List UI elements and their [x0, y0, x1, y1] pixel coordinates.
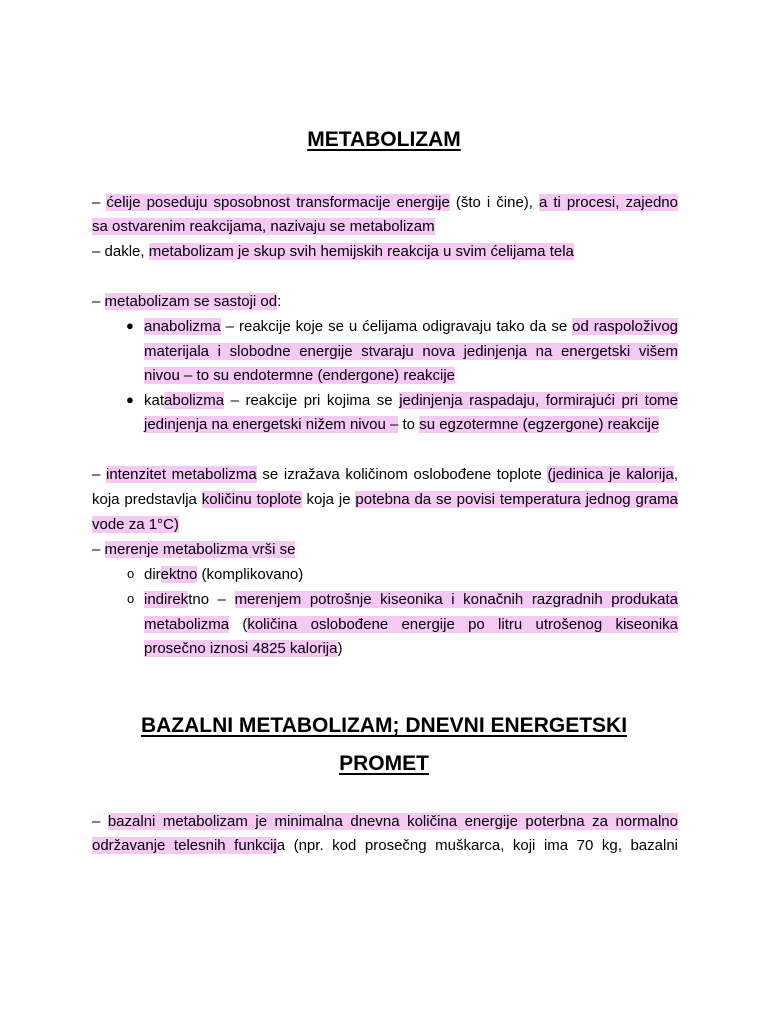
list-item-line [144, 589, 678, 611]
highlighted-text: potebna da se povisi temperatura jednog grama [355, 491, 678, 508]
text: to [398, 416, 420, 433]
highlighted-text: metabolizam je skup svih hemijskih reakcija u svim ćelijama tela [148, 243, 574, 260]
highlighted-text: od raspoloživog [572, 318, 678, 335]
highlighted-text: (jedinica je kalorija [547, 466, 674, 483]
circle-bullet-icon: o [127, 591, 135, 606]
highlighted-text: metabolizma [144, 616, 230, 633]
paragraph-line [92, 192, 678, 214]
highlighted-text: održavanje telesnih funkcij [92, 837, 277, 854]
section-title-line-2: PROMET [339, 752, 429, 775]
text: koja je [301, 491, 356, 508]
paragraph-line [92, 539, 678, 561]
text: se izražava količinom oslobođene toplote [256, 466, 548, 483]
text: ) [337, 640, 343, 657]
text: ( [229, 616, 248, 633]
paragraph-line [92, 216, 678, 238]
highlighted-text: materijala i slobodne energije stvaraju nova jedinjenja na energetski višem [144, 343, 678, 360]
text: dir [144, 566, 161, 583]
list-item-line [144, 564, 678, 586]
text: (komplikovano) [197, 566, 304, 583]
circle-bullet-icon: o [127, 566, 135, 581]
highlighted-text: indirek [144, 591, 189, 608]
highlighted-text: vode za 1°C) [92, 516, 179, 533]
highlighted-text: merenjem potrošnje kiseonika i konačnih razgradnih produkata [234, 591, 678, 608]
paragraph-line [92, 241, 678, 263]
text: : [277, 293, 282, 310]
text: , [673, 466, 678, 483]
highlighted-text: bazalni metabolizam je minimalna dnevna količina energije poterbna za normalno [107, 813, 678, 830]
page-title: METABOLIZAM [307, 128, 461, 151]
text: – [92, 194, 107, 211]
text: – reakcije koje se u ćelijama odigravaju tako da se [220, 318, 573, 335]
bullet-icon: ● [126, 318, 134, 333]
highlighted-text: anabolizma [144, 318, 221, 335]
highlighted-text: prosečno iznosi 4825 kalorija [144, 640, 338, 657]
highlighted-text: abolizma [164, 392, 225, 409]
list-item-line [144, 638, 678, 660]
highlighted-text: jedinjenja na energetski nižem nivou – [144, 416, 399, 433]
paragraph-line [92, 291, 678, 313]
paragraph-line [92, 464, 678, 486]
text: kat [144, 392, 165, 409]
list-item-line [144, 414, 678, 436]
highlighted-text: a ti procesi, zajedno [539, 194, 678, 211]
highlighted-text: sa ostvarenim reakcijama, nazivaju se metabolizam [92, 218, 435, 235]
text: – [92, 813, 108, 830]
paragraph-line [92, 489, 678, 511]
highlighted-text: merenje metabolizma vrši se [104, 541, 296, 558]
list-item-line [144, 614, 678, 636]
highlighted-text: jedinjenja raspadaju, formirajući pri tome [399, 392, 678, 409]
highlighted-text: količina oslobođene energije po litru utrošenog kiseonika [247, 616, 678, 633]
highlighted-text: metabolizam se sastoji od [104, 293, 278, 310]
text: – [92, 541, 105, 558]
highlighted-text: nivou – to su endotermne (endergone) reakcije [144, 367, 456, 384]
highlighted-text: količinu toplote [201, 491, 302, 508]
highlighted-text: su egzotermne (egzergone) reakcije [419, 416, 660, 433]
list-item-line [144, 365, 678, 387]
text: koja predstavlja [92, 491, 202, 508]
text: – [92, 293, 105, 310]
highlighted-text: intenzitet metabolizma [106, 466, 257, 483]
highlighted-text: ćelije poseduju sposobnost transformacije energije [106, 194, 450, 211]
paragraph-line [92, 514, 678, 536]
list-item-line [144, 316, 678, 338]
section-title-line-1: BAZALNI METABOLIZAM; DNEVNI ENERGETSKI [140, 714, 628, 737]
text: (što i čine), [449, 194, 539, 211]
list-item-line [144, 341, 678, 363]
list-item-line [144, 390, 678, 412]
text: tno – [188, 591, 235, 608]
text: a (npr. kod prosečng muškarca, koji ima 70 kg, bazalni [276, 837, 678, 854]
highlighted-text: ektno [160, 566, 198, 583]
bullet-icon: ● [126, 392, 134, 407]
paragraph-line [92, 811, 678, 833]
text: – dakle, [92, 243, 149, 260]
text: – reakcije pri kojima se [224, 392, 400, 409]
text: – [92, 466, 106, 483]
paragraph-line [92, 835, 678, 857]
